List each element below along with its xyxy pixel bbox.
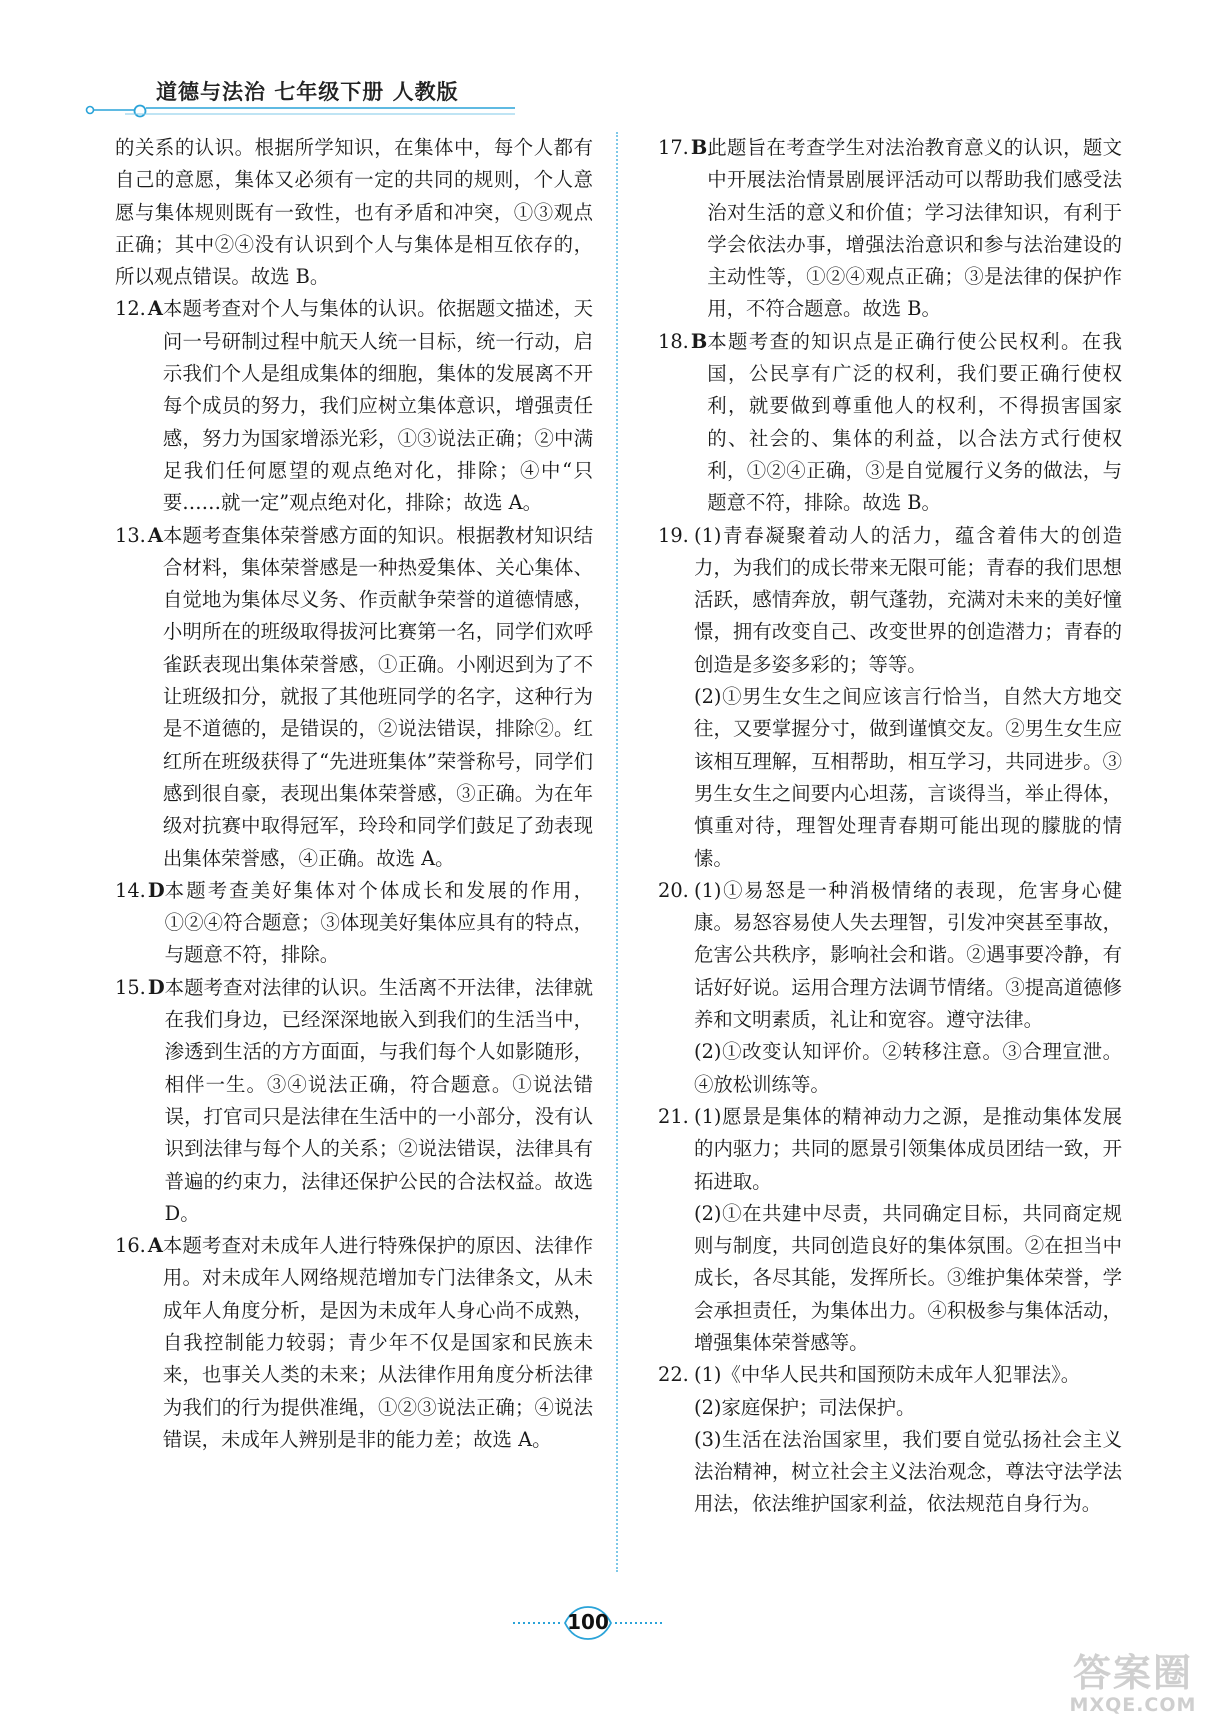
explanation-paragraph: (2)①在共建中尽责，共同确定目标，共同商定规则与制度，共同创造良好的集体氛围。②在担当中成长，各尽其能，发挥所长。③维护集体荣誉，学会承担责任，为集体出力。④积极参与集体活动，增强集体荣誉感等。 <box>694 1201 1122 1354</box>
question-number-label: 20. <box>658 878 689 902</box>
answer-item <box>658 1101 1122 1359</box>
explanation-text: 本题考查美好集体对个体成长和发展的作用，①②④符合题意；③体现美好集体应具有的特点，与题意不符，排除。 <box>164 878 593 967</box>
page-number-badge <box>513 1603 663 1645</box>
answer-explanation <box>694 875 1122 1101</box>
explanation-paragraph: (1)《中华人民共和国预防未成年人犯罪法》。 <box>694 1363 1081 1387</box>
explanation-paragraph: (2)家庭保护；司法保护。 <box>694 1395 916 1419</box>
explanation-text: 本题考查对个人与集体的认识。依据题文描述，天问一号研制过程中航天人统一目标，统一行动，启示我们个人是组成集体的细胞，集体的发展离不开每个成员的努力，我们应树立集体意识，增强责任感，努力为国家增添光彩，①③说法正确；②中满足我们任何愿望的观点绝对化，排除；④中“只要……就一定”观点绝对化，排除；故选 A。 <box>162 297 593 515</box>
answer-explanation <box>707 326 1122 520</box>
explanation-paragraph: 此题旨在考查学生对法治教育意义的认识，题文中开展法治情景剧展评活动可以帮助我们感受法治对生活的意义和价值；学习法律知识，有利于学会依法办事，增强法治意识和参与法治建设的主动性等，①②④观点正确；③是法律的保护作用，不符合题意。故选 B。 <box>707 136 1122 321</box>
question-number <box>115 972 165 1230</box>
answer-explanation <box>694 1101 1122 1359</box>
header-decoration-line <box>85 104 525 118</box>
continued-answer-text: 的关系的认识。根据所学知识，在集体中，每个人都有自己的意愿，集体又必须有一定的共同的规则，个人意愿与集体规则既有一致性，也有矛盾和冲突，①③观点正确；其中②④没有认识到个人与集体是相互依存的，所以观点错误。故选 B。 <box>115 136 593 289</box>
answer-item <box>115 972 593 1230</box>
left-column <box>115 132 593 1456</box>
right-column <box>658 132 1122 1521</box>
answer-explanation <box>165 972 593 1230</box>
explanation-text: 本题考查对未成年人进行特殊保护的原因、法律作用。对未成年人网络规范增加专门法律条文，从未成年人角度分析，是因为未成年人身心尚不成熟，自我控制能力较弱；青少年不仅是国家和民族未来，也事关人类的未来；从法律作用角度分析法律为我们的行为提供准绳，①②③说法正确；④说法错误，未成年人辨别是非的能力差；故选 A。 <box>162 1234 593 1451</box>
answer-item <box>658 875 1122 1101</box>
answer-choice: B <box>690 329 708 353</box>
question-number <box>115 1230 163 1456</box>
watermark-mark: 答案圈 <box>1072 1651 1193 1695</box>
answer-explanation <box>163 1230 593 1456</box>
explanation-text: 本题考查对法律的认识。生活离不开法律，法律就在我们身边，已经深深地嵌入到我们的生活当中，渗透到生活的方方面面，与我们每个人如影随形，相伴一生。③④说法正确，符合题意。①说法错误，打官司只是法律在生活中的一小部分，没有认识到法律与每个人的关系；②说法错误，法律具有普遍的约束力，法律还保护公民的合法权益。故选 D。 <box>164 975 593 1225</box>
explanation-paragraph: 本题考查的知识点是正确行使公民权利。在我国，公民享有广泛的权利，我们要正确行使权利，就要做到尊重他人的权利，不得损害国家的、社会的、集体的利益，以合法方式行使权利，①②④正确，③是自觉履行义务的做法，与题意不符，排除。故选 B。 <box>707 329 1122 515</box>
column-divider <box>616 132 618 1572</box>
question-number-label: 18. <box>658 329 689 353</box>
question-number-label: 16. <box>115 1234 146 1258</box>
question-number-label: 21. <box>658 1104 689 1128</box>
question-number <box>658 1101 694 1359</box>
answer-choice: A <box>147 297 163 321</box>
answer-choice: D <box>147 878 165 902</box>
answer-explanation <box>707 132 1122 326</box>
answer-item <box>115 293 593 519</box>
question-number <box>115 520 163 875</box>
explanation-paragraph: (2)①改变认知评价。②转移注意。③合理宣泄。④放松训练等。 <box>694 1040 1122 1096</box>
answer-explanation <box>163 520 593 875</box>
answer-item <box>658 520 1122 875</box>
question-number <box>658 1359 694 1520</box>
explanation-paragraph: (1)①易怒是一种消极情绪的表现，危害身心健康。易怒容易使人失去理智，引发冲突甚至事故，危害公共秩序，影响社会和谐。②遇事要冷静，有话好好说。运用合理方法调节情绪。③提高道德修养和文明素质，礼让和宽容。遵守法律。 <box>694 878 1122 1032</box>
answer-item <box>658 132 1122 326</box>
explanation-text: 本题考查集体荣誉感方面的知识。根据教材知识结合材料，集体荣誉感是一种热爱集体、关心集体、自觉地为集体尽义务、作贡献争荣誉的道德情感，小明所在的班级取得拔河比赛第一名，同学们欢呼雀跃表现出集体荣誉感，①正确。小刚迟到为了不让班级扣分，就报了其他班同学的名字，这种行为是不道德的，是错误的，②说法错误，排除②。红红所在班级获得了“先进班集体”荣誉称号，同学们感到很自豪，表现出集体荣誉感，③正确。为在年级对抗赛中取得冠军，玲玲和同学们鼓足了劲表现出集体荣誉感，④正确。故选 A。 <box>162 523 593 870</box>
watermark-logo <box>1048 1652 1218 1716</box>
page-header-title: 道德与法治 七年级下册 人教版 <box>156 80 459 104</box>
question-number-label: 17. <box>658 136 689 159</box>
answer-item <box>115 1230 593 1456</box>
answer-item <box>658 1359 1122 1520</box>
answer-choice: A <box>147 523 163 547</box>
answer-explanation <box>165 875 593 972</box>
question-number-label: 14. <box>115 878 146 902</box>
question-number <box>115 875 165 972</box>
answer-choice: A <box>147 1234 163 1258</box>
page-number: 100 <box>567 1610 609 1634</box>
explanation-paragraph: (1)青春凝聚着动人的活力，蕴含着伟大的创造力，为我们的成长带来无限可能；青春的我们思想活跃，感情奔放，朝气蓬勃，充满对未来的美好憧憬，拥有改变自己、改变世界的创造潜力；青春的创造是多姿多彩的；等等。 <box>694 523 1122 676</box>
question-number-label: 19. <box>658 523 689 547</box>
explanation-paragraph: (2)①男生女生之间应该言行恰当，自然大方地交往，又要掌握分寸，做到谨慎交友。②男生女生应该相互理解，互相帮助，相互学习，共同进步。③男生女生之间要内心坦荡，言谈得当，举止得体，慎重对待，理智处理青春期可能出现的朦胧的情愫。 <box>694 685 1122 870</box>
question-number-label: 13. <box>115 523 146 547</box>
explanation-paragraph: (1)愿景是集体的精神动力之源，是推动集体发展的内驱力；共同的愿景引领集体成员团结一致，开拓进取。 <box>694 1104 1122 1193</box>
answer-explanation <box>694 1359 1122 1520</box>
question-number <box>658 326 707 520</box>
answer-item <box>115 520 593 875</box>
answer-item <box>658 326 1122 520</box>
question-number <box>658 132 707 326</box>
question-number <box>658 520 694 875</box>
explanation-paragraph: (3)生活在法治国家里，我们要自觉弘扬社会主义法治精神，树立社会主义法治观念，尊法守法学法用法，依法维护国家利益，依法规范自身行为。 <box>694 1427 1122 1516</box>
answer-choice: D <box>147 975 165 999</box>
watermark-url: MXQE.COM <box>1069 1694 1197 1716</box>
question-number-label: 22. <box>658 1363 689 1387</box>
answer-explanation <box>163 293 593 519</box>
answer-item <box>115 875 593 972</box>
question-number-label: 15. <box>115 975 146 999</box>
question-number <box>115 293 163 519</box>
answer-explanation <box>694 520 1122 875</box>
answer-choice: B <box>690 136 708 159</box>
question-number-label: 12. <box>115 297 146 321</box>
question-number <box>658 875 694 1101</box>
